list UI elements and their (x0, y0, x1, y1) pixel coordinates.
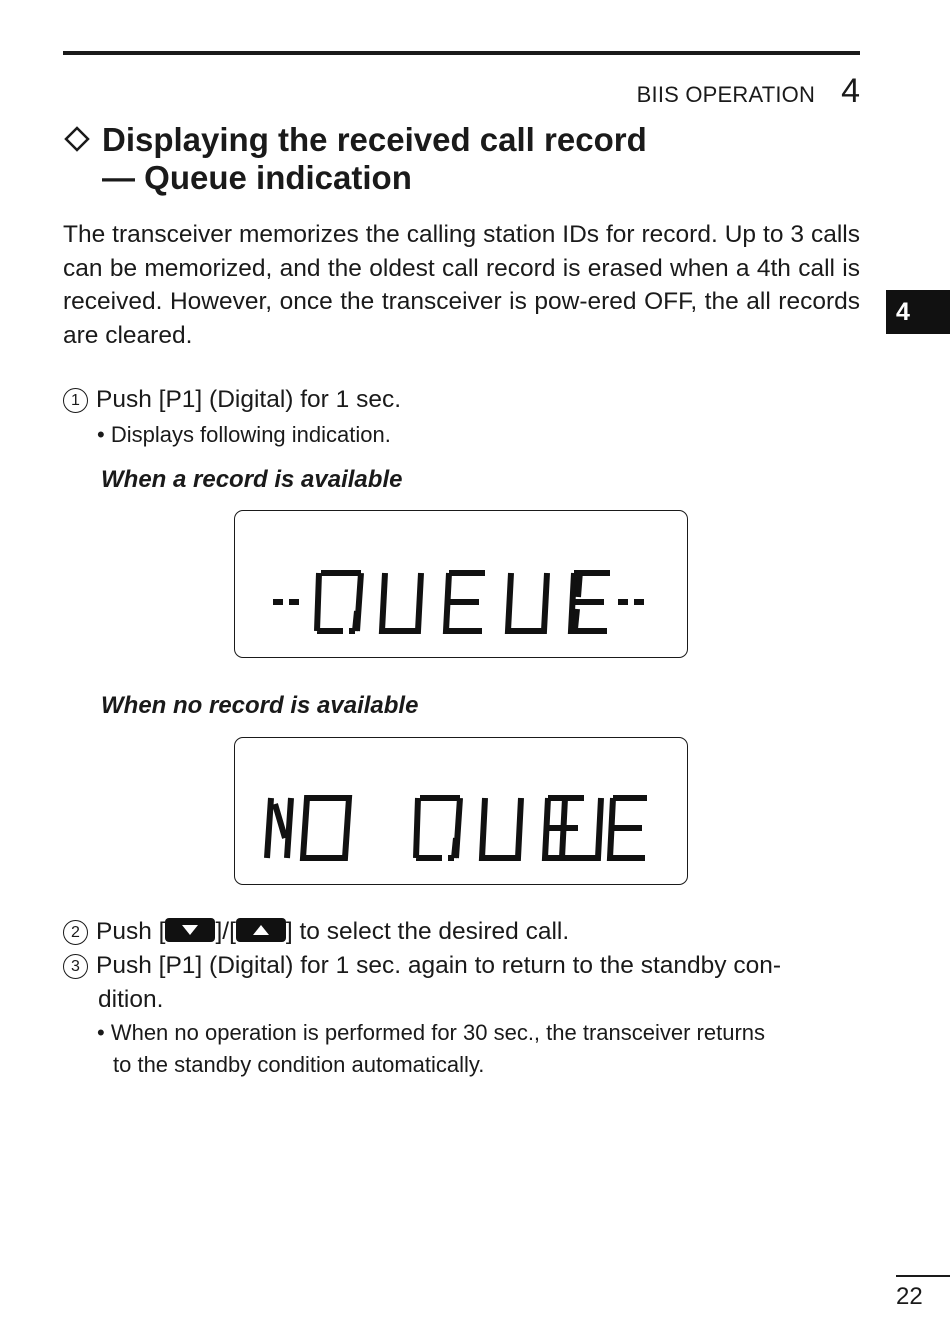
step-number: 3 (63, 954, 88, 979)
no-record-heading: When no record is available (101, 692, 419, 719)
step-3-continued: dition. (98, 986, 164, 1013)
record-available-heading: When a record is available (101, 466, 403, 493)
step-number: 1 (63, 388, 88, 413)
step-text-pre: Push [ (96, 918, 166, 945)
lcd-no-queue-graphic (235, 738, 689, 886)
step-text-post: ] to select the desired call. (285, 918, 570, 945)
step-3-note-line-1: • When no operation is performed for 30 sec., the transceiver returns (97, 1020, 766, 1045)
step-2 (63, 918, 569, 946)
step-1-note: • Displays following indication. (97, 422, 391, 447)
heading-line-1: Displaying the received call record (102, 121, 647, 158)
top-rule (63, 51, 860, 55)
step-3-note-line-2: to the standby condition automatically. (113, 1052, 485, 1077)
step-text: Push [P1] (Digital) for 1 sec. (96, 386, 402, 413)
down-key-icon (165, 918, 215, 942)
lcd-display-queue (234, 510, 688, 658)
lcd-display-no-queue (234, 737, 688, 885)
lcd-queue-graphic (235, 511, 689, 659)
page-number-rule (896, 1275, 950, 1277)
step-text-mid: ]/[ (215, 918, 236, 945)
step-3 (63, 952, 781, 980)
step-text: Push [P1] (Digital) for 1 sec. again to return to the standby con- (96, 952, 781, 979)
section-title: BIIS OPERATION (636, 82, 816, 107)
running-header (637, 72, 860, 111)
heading-line-2: — Queue indication (102, 159, 412, 196)
step-number: 2 (63, 920, 88, 945)
chapter-tab: 4 (886, 290, 950, 334)
chapter-number: 4 (841, 72, 860, 110)
intro-paragraph: The transceiver memorizes the calling station IDs for record. Up to 3 calls can be memorized, and the oldest call record is erased when a 4th call is received. However, once the transceiver is pow-ered OFF, the all records are cleared. (63, 221, 860, 349)
up-key-icon (236, 918, 286, 942)
diamond-icon (63, 125, 91, 153)
step-1 (63, 386, 401, 414)
page-number: 22 (896, 1283, 923, 1310)
